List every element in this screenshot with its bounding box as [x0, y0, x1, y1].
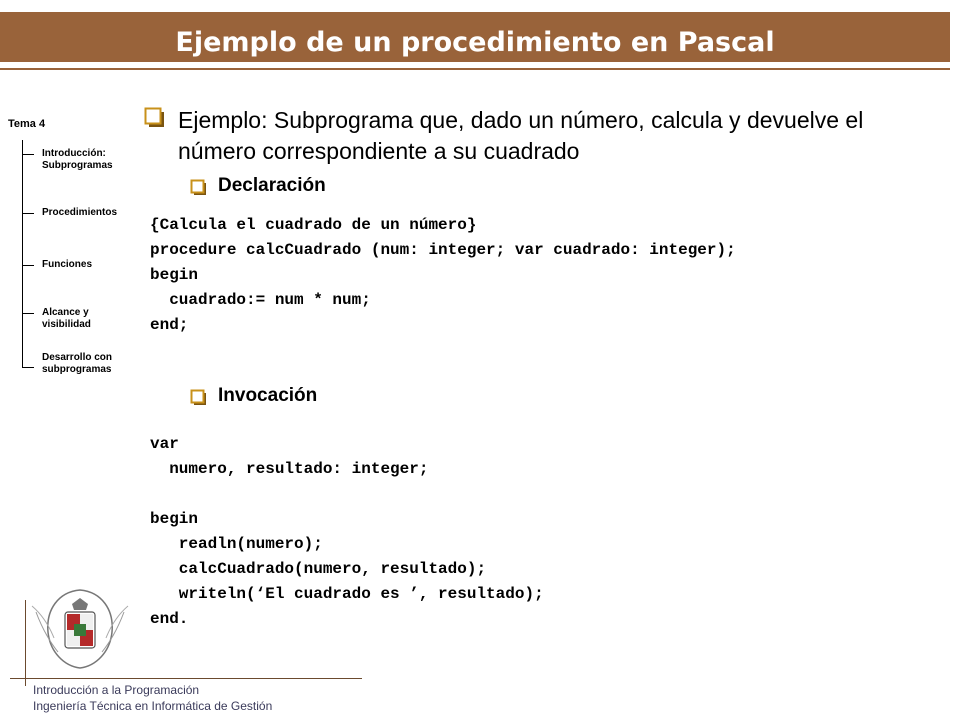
sidebar-title: Tema 4 — [8, 118, 46, 130]
sidebar-item-label: Alcance y — [42, 307, 89, 318]
outline-tree-line — [22, 140, 23, 368]
title-underline — [0, 68, 950, 70]
outline-tick — [22, 313, 34, 314]
sidebar-item-alcance[interactable] — [42, 307, 137, 331]
sidebar-item-label: Desarrollo con — [42, 352, 113, 363]
university-seal-icon — [28, 582, 132, 676]
checkbox-bullet-icon — [144, 107, 166, 134]
page-title: Ejemplo de un procedimiento en Pascal — [175, 27, 775, 58]
footer-course: Introducción a la Programación — [33, 683, 200, 697]
sidebar-item-label: Funciones — [42, 259, 93, 270]
main-bullet-text: Ejemplo: Subprograma que, dado un número, calcula y devuelve el número correspondiente a su cuadrado — [178, 107, 864, 164]
sidebar-item-desarrollo[interactable] — [42, 352, 137, 376]
sidebar-item-introduccion[interactable] — [42, 148, 137, 172]
sidebar-item-funciones[interactable] — [42, 259, 137, 271]
sidebar-item-label: visibilidad — [42, 319, 91, 330]
declaration-code: {Calcula el cuadrado de un número} procedure calcCuadrado (num: integer; var cuadrado: integer); begin cuadrado:= num * num; end; — [150, 216, 736, 334]
declaration-heading: Declaración — [218, 175, 326, 196]
invocation-heading: Invocación — [218, 385, 318, 406]
checkbox-bullet-icon — [190, 389, 208, 412]
outline-tick — [22, 213, 34, 214]
sidebar-item-label: Subprogramas — [42, 160, 113, 171]
sidebar-item-label: subprogramas — [42, 364, 112, 375]
footer-divider — [10, 678, 362, 679]
footer-vertical-line — [25, 600, 26, 686]
outline-tick — [22, 367, 34, 368]
outline-tick — [22, 154, 34, 155]
sidebar-item-label: Procedimientos — [42, 207, 118, 218]
invocation-code: var numero, resultado: integer; begin readln(numero); calcCuadrado(numero, resultado); writeln(‘El cuadrado es ’, resultado); end. — [150, 435, 544, 628]
sidebar-item-label: Introducción: — [42, 148, 106, 159]
footer-degree: Ingeniería Técnica en Informática de Gestión — [33, 699, 273, 713]
sidebar-item-procedimientos[interactable] — [42, 207, 137, 219]
checkbox-bullet-icon — [190, 179, 208, 202]
outline-tick — [22, 265, 34, 266]
